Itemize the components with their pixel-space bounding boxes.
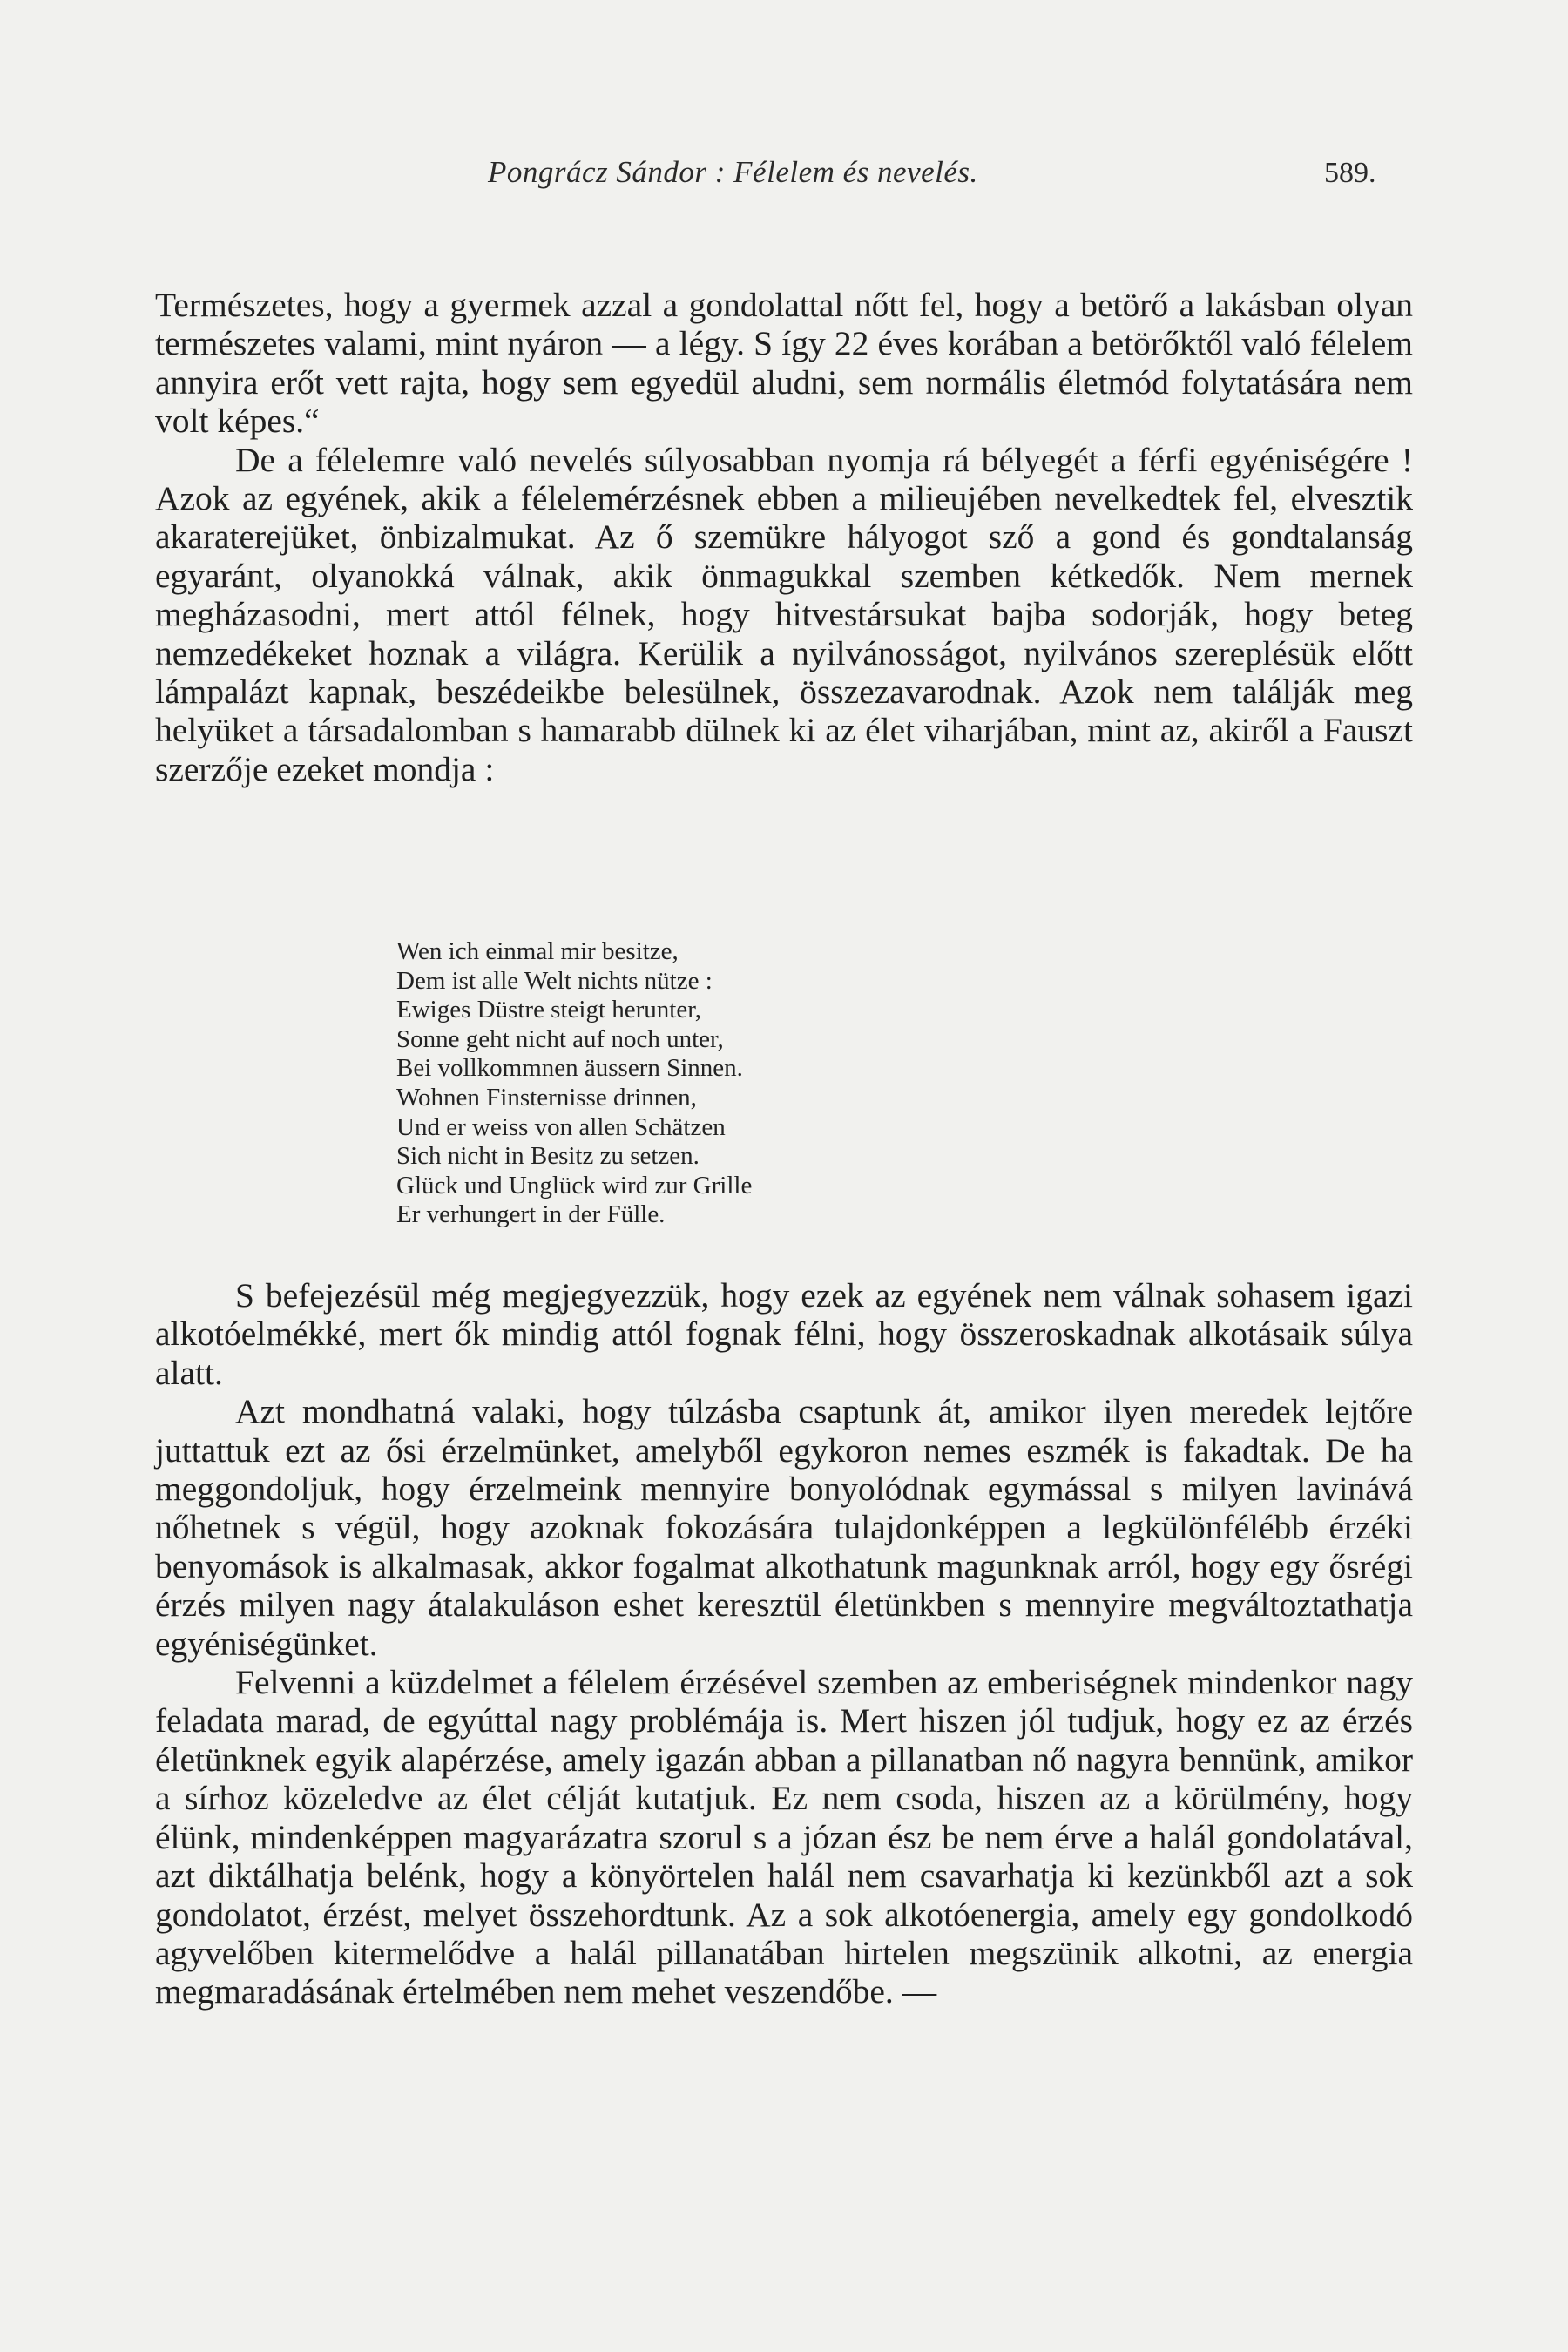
text-block-before-poem bbox=[155, 286, 1413, 788]
poem-line: Bei vollkommnen äussern Sinnen. bbox=[396, 1054, 743, 1083]
paragraph: Felvenni a küzdelmet a félelem érzésével szemben az emberiségnek mindenkor nagy feladata marad, de egyúttal nagy problémája is. Mert hiszen jól tudjuk, hogy ez az érzés életünknek egyik alapérzése, amely igazán abban a pillanatban nő nagyra bennünk, amikor a sírhoz közeledve az élet célját kutatjuk. Ez nem csoda, hiszen az a körülmény, hogy élünk, mindenképpen magyarázatra szorul s a józan ész be nem érve a halál gondolatával, azt diktálhatja belénk, hogy a könyörtelen halál nem csavarhatja ki kezünkből azt a sok gondolatot, érzést, melyet összehordtunk. Az a sok alkotóenergia, amely egy gondolkodó agyvelőben kitermelődve a halál pillanatában hirtelen megszünik alkotni, az energia megmaradásának értelmében nem mehet veszendőbe. — bbox=[155, 1663, 1413, 2011]
poem-line: Und er weiss von allen Schätzen bbox=[396, 1112, 726, 1141]
paragraph: Azt mondhatná valaki, hogy túlzásba csaptunk át, amikor ilyen meredek lejtőre juttattuk ezt az ősi érzelmünket, amelyből egykoron nemes eszmék is fakadtak. De ha meggondoljuk, hogy érzelmeink mennyire bonyolódnak egymással s milyen lavinává nőhetnek s végül, hogy azoknak fokozására tulajdonképpen a legkülönfélébb érzéki benyomások is alkalmasak, akkor fogalmat alkothatunk magunknak arról, hogy egy ősrégi érzés milyen nagy átalakuláson eshet keresztül életünkben s mennyire megváltoztathatja egyéniségünket. bbox=[155, 1392, 1413, 1663]
poem-line: Glück und Unglück wird zur Grille bbox=[396, 1171, 753, 1200]
paragraph: S befejezésül még megjegyezzük, hogy ezek az egyének nem válnak sohasem igazi alkotóelmékké, mert ők mindig attól fognak félni, hogy összeroskadnak alkotásaik súlya alatt. bbox=[155, 1276, 1413, 1392]
poem-line: Wen ich einmal mir besitze, bbox=[396, 937, 679, 965]
page-number: 589. bbox=[1324, 157, 1376, 189]
paragraph: Természetes, hogy a gyermek azzal a gondolattal nőtt fel, hogy a betörő a lakásban olyan természetes valami, mint nyáron — a légy. S így 22 éves korában a betörőktől való félelem annyira erőt vett rajta, hogy sem egyedül aludni, sem normális életmód folytatására nem volt képes.“ bbox=[155, 286, 1413, 441]
poem-line: Dem ist alle Welt nichts nütze : bbox=[396, 966, 713, 995]
poem-line: Ewiges Düstre steigt herunter, bbox=[396, 996, 701, 1024]
text-block-after-poem bbox=[155, 1276, 1413, 2011]
poem-line: Sich nicht in Besitz zu setzen. bbox=[396, 1142, 700, 1171]
quoted-poem bbox=[396, 937, 1093, 1230]
poem-line: Sonne geht nicht auf noch unter, bbox=[396, 1024, 724, 1053]
poem-line: Wohnen Finsternisse drinnen, bbox=[396, 1083, 697, 1112]
paragraph: De a félelemre való nevelés súlyosabban nyomja rá bélyegét a férfi egyéniségére ! Azok az egyének, akik a félelemérzésnek ebben a milieujében nevelkedtek fel, elvesztik akaraterejüket, önbizalmukat. Az ő szemükre hályogot sző a gond és gondtalanság egyaránt, olyanokká válnak, akik önmagukkal szemben kétkedők. Nem mernek megházasodni, mert attól félnek, hogy hitvestársukat bajba sodorják, hogy beteg nemzedékeket hoznak a világra. Kerülik a nyilvánosságot, nyilvános szereplésük előtt lámpalázt kapnak, beszédeikbe belesülnek, összezavarodnak. Azok nem találják meg helyüket a társadalomban s hamarabb dülnek ki az élet viharjában, mint az, akiről a Fauszt szerzője ezeket mondja : bbox=[155, 440, 1413, 788]
running-title: Pongrácz Sándor : Félelem és nevelés. bbox=[488, 155, 978, 189]
poem-line: Er verhungert in der Fülle. bbox=[396, 1200, 666, 1229]
